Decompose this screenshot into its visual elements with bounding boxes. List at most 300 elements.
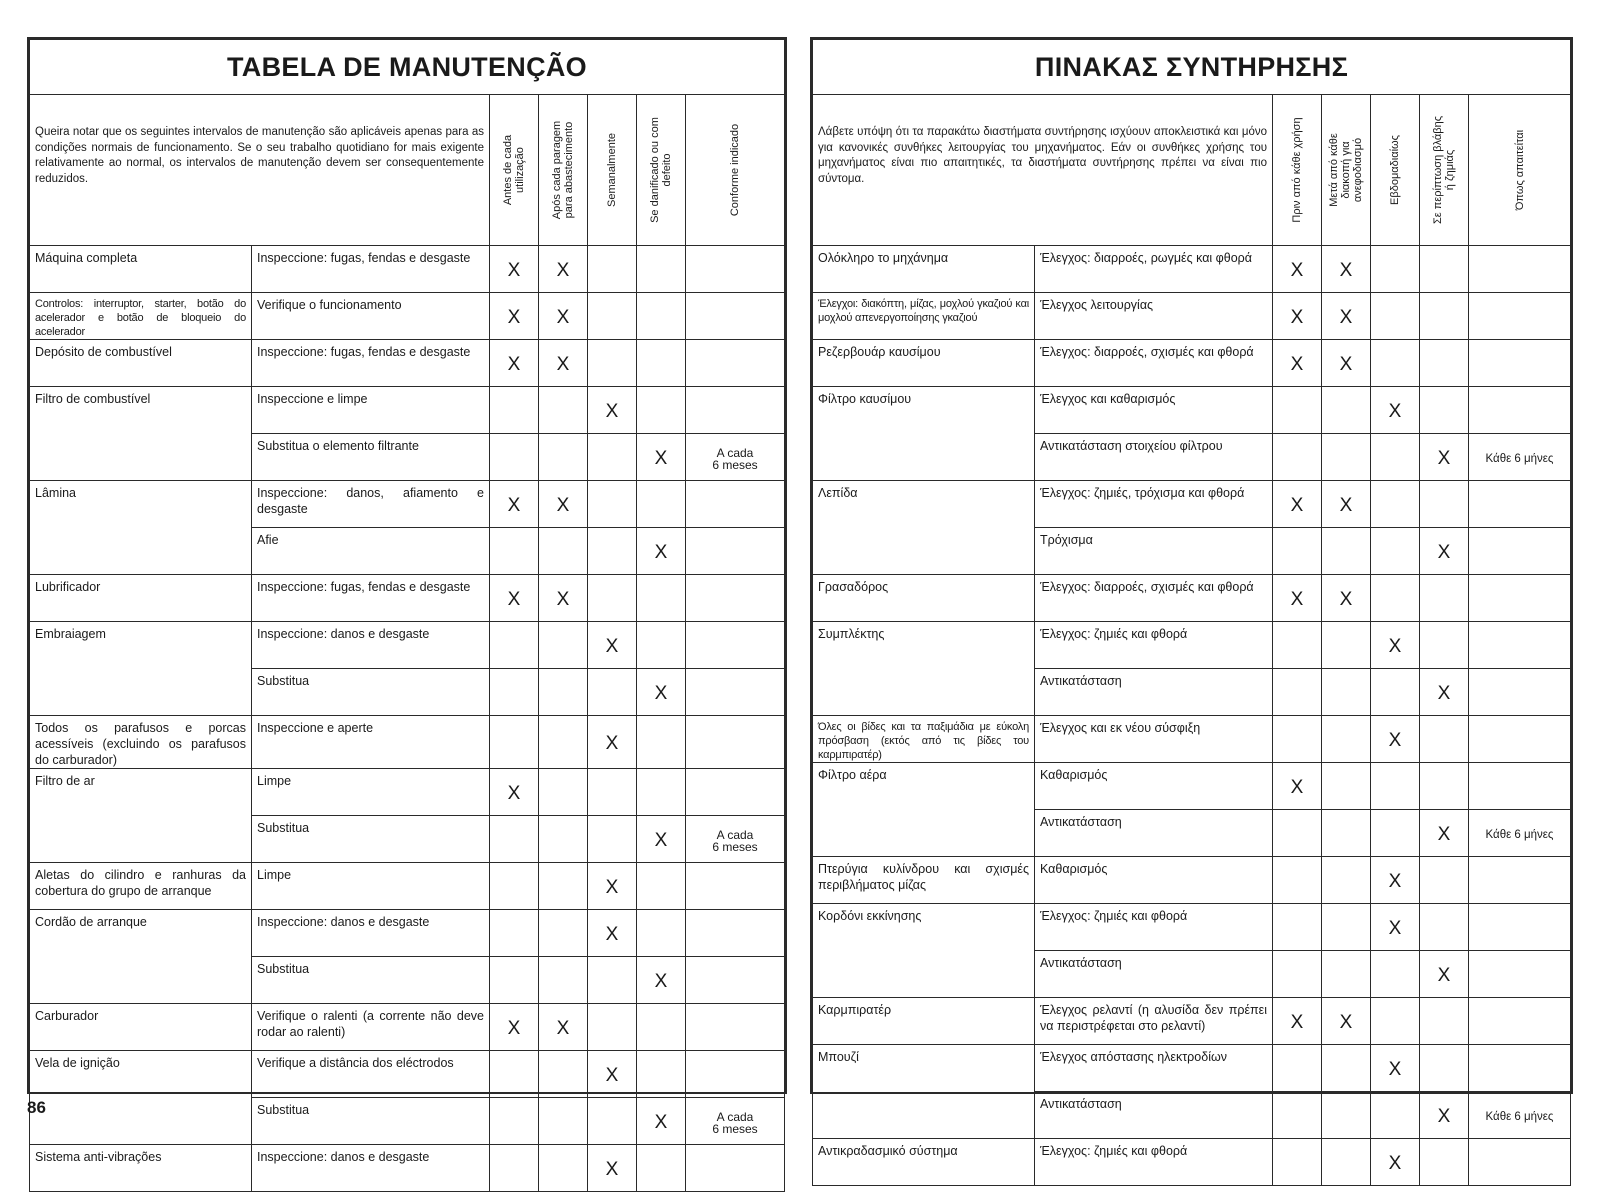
interval-mark: X bbox=[539, 293, 588, 340]
maintenance-action: Έλεγχος: ζημιές, τρόχισμα και φθορά bbox=[1035, 481, 1273, 528]
table-row bbox=[813, 857, 1571, 904]
column-header: Semanalmente bbox=[588, 95, 637, 246]
interval-mark bbox=[1469, 998, 1571, 1045]
interval-mark bbox=[1469, 1045, 1571, 1092]
maintenance-table-greek bbox=[810, 37, 1573, 1174]
component-name: Συμπλέκτης bbox=[813, 622, 1035, 716]
interval-mark bbox=[490, 716, 539, 769]
interval-mark: X bbox=[1273, 481, 1322, 528]
interval-mark bbox=[539, 669, 588, 716]
interval-mark bbox=[637, 481, 686, 528]
interval-mark bbox=[1420, 1139, 1469, 1186]
interval-mark: X bbox=[1371, 904, 1420, 951]
interval-mark bbox=[637, 340, 686, 387]
interval-mark bbox=[1371, 340, 1420, 387]
interval-mark bbox=[588, 575, 637, 622]
interval-note: Κάθε 6 μήνες bbox=[1469, 434, 1571, 481]
interval-mark bbox=[1371, 810, 1420, 857]
table-row bbox=[813, 246, 1571, 293]
interval-mark bbox=[1469, 951, 1571, 998]
maintenance-action: Έλεγχος λειτουργίας bbox=[1035, 293, 1273, 340]
component-name: Lâmina bbox=[30, 481, 252, 575]
interval-mark: X bbox=[637, 669, 686, 716]
interval-mark bbox=[637, 769, 686, 816]
table-row bbox=[30, 1145, 785, 1192]
interval-mark bbox=[1273, 904, 1322, 951]
table-row bbox=[813, 1045, 1571, 1092]
interval-mark bbox=[490, 669, 539, 716]
interval-mark bbox=[637, 387, 686, 434]
interval-mark bbox=[490, 816, 539, 863]
interval-mark bbox=[1273, 1139, 1322, 1186]
interval-mark bbox=[1469, 575, 1571, 622]
interval-mark bbox=[1371, 293, 1420, 340]
interval-mark: X bbox=[490, 769, 539, 816]
interval-mark bbox=[588, 816, 637, 863]
interval-mark: X bbox=[490, 575, 539, 622]
interval-mark bbox=[1371, 528, 1420, 575]
component-name: Vela de ignição bbox=[30, 1051, 252, 1145]
interval-note: A cada 6 meses bbox=[686, 816, 785, 863]
component-name: Lubrificador bbox=[30, 575, 252, 622]
table-row bbox=[813, 716, 1571, 763]
interval-mark: X bbox=[637, 434, 686, 481]
interval-mark bbox=[1371, 763, 1420, 810]
table-row bbox=[30, 575, 785, 622]
interval-mark bbox=[1469, 246, 1571, 293]
interval-mark bbox=[637, 1004, 686, 1051]
interval-mark bbox=[539, 910, 588, 957]
interval-mark bbox=[1322, 716, 1371, 763]
table-row bbox=[813, 622, 1571, 669]
interval-mark: X bbox=[637, 816, 686, 863]
interval-mark bbox=[1322, 434, 1371, 481]
interval-mark bbox=[588, 293, 637, 340]
maintenance-action: Έλεγχος και εκ νέου σύσφιξη bbox=[1035, 716, 1273, 763]
table-row bbox=[30, 293, 785, 340]
column-header: Πριν από κάθε χρήση bbox=[1273, 95, 1322, 246]
interval-mark: X bbox=[1420, 669, 1469, 716]
interval-mark: X bbox=[539, 575, 588, 622]
interval-mark bbox=[1371, 246, 1420, 293]
interval-mark bbox=[1273, 622, 1322, 669]
interval-mark: X bbox=[1420, 810, 1469, 857]
interval-mark: X bbox=[588, 622, 637, 669]
interval-mark: X bbox=[1273, 763, 1322, 810]
maintenance-action: Inspeccione e aperte bbox=[252, 716, 490, 769]
maintenance-action: Inspeccione e limpe bbox=[252, 387, 490, 434]
interval-mark bbox=[1273, 434, 1322, 481]
component-name: Sistema anti-vibrações bbox=[30, 1145, 252, 1192]
interval-mark bbox=[588, 246, 637, 293]
column-header: Antes de cada utilização bbox=[490, 95, 539, 246]
interval-mark: X bbox=[490, 1004, 539, 1051]
component-name: Controlos: interruptor, starter, botão do acelerador e botão de bloqueio do acelerador bbox=[30, 293, 252, 340]
interval-note: Κάθε 6 μήνες bbox=[1469, 810, 1571, 857]
table-row bbox=[30, 863, 785, 910]
interval-mark: X bbox=[490, 246, 539, 293]
interval-mark bbox=[1371, 951, 1420, 998]
maintenance-action: Έλεγχος ρελαντί (η αλυσίδα δεν πρέπει να περιστρέφεται στο ρελαντί) bbox=[1035, 998, 1273, 1045]
interval-mark: X bbox=[1371, 622, 1420, 669]
interval-mark bbox=[686, 293, 785, 340]
maintenance-action: Καθαρισμός bbox=[1035, 763, 1273, 810]
interval-mark bbox=[1273, 951, 1322, 998]
maintenance-action: Τρόχισμα bbox=[1035, 528, 1273, 575]
interval-mark: X bbox=[539, 340, 588, 387]
interval-mark: X bbox=[1371, 1139, 1420, 1186]
interval-mark bbox=[1322, 528, 1371, 575]
interval-mark bbox=[686, 769, 785, 816]
maintenance-action: Inspeccione: fugas, fendas e desgaste bbox=[252, 246, 490, 293]
interval-mark bbox=[490, 1145, 539, 1192]
interval-mark bbox=[539, 387, 588, 434]
table-row bbox=[30, 246, 785, 293]
component-name: Πτερύγια κυλίνδρου και σχισμές περιβλήματος μίζας bbox=[813, 857, 1035, 904]
interval-mark: X bbox=[637, 957, 686, 1004]
maintenance-action: Substitua bbox=[252, 816, 490, 863]
interval-mark bbox=[686, 246, 785, 293]
interval-mark bbox=[1322, 810, 1371, 857]
maintenance-action: Inspeccione: danos, afiamento e desgaste bbox=[252, 481, 490, 528]
component-name: Φίλτρο αέρα bbox=[813, 763, 1035, 857]
interval-mark: X bbox=[588, 1145, 637, 1192]
maintenance-action: Inspeccione: fugas, fendas e desgaste bbox=[252, 340, 490, 387]
interval-mark bbox=[1469, 1139, 1571, 1186]
interval-mark bbox=[539, 1051, 588, 1098]
interval-mark bbox=[1420, 763, 1469, 810]
interval-mark bbox=[1273, 857, 1322, 904]
component-name: Γρασαδόρος bbox=[813, 575, 1035, 622]
maintenance-action: Limpe bbox=[252, 769, 490, 816]
interval-mark bbox=[686, 863, 785, 910]
interval-mark bbox=[1273, 669, 1322, 716]
interval-mark bbox=[637, 910, 686, 957]
interval-mark bbox=[686, 1145, 785, 1192]
interval-mark bbox=[1469, 622, 1571, 669]
interval-mark bbox=[1469, 904, 1571, 951]
interval-note: A cada 6 meses bbox=[686, 1098, 785, 1145]
component-name: Μπουζί bbox=[813, 1045, 1035, 1139]
interval-mark: X bbox=[588, 387, 637, 434]
interval-mark bbox=[686, 957, 785, 1004]
maintenance-action: Αντικατάσταση bbox=[1035, 669, 1273, 716]
interval-mark bbox=[588, 340, 637, 387]
maintenance-action: Αντικατάσταση bbox=[1035, 1092, 1273, 1139]
interval-mark: X bbox=[1371, 857, 1420, 904]
interval-mark: X bbox=[1420, 528, 1469, 575]
interval-mark: X bbox=[1273, 998, 1322, 1045]
interval-mark bbox=[1322, 387, 1371, 434]
table-body bbox=[813, 246, 1571, 1186]
interval-mark: X bbox=[539, 481, 588, 528]
interval-note: Κάθε 6 μήνες bbox=[1469, 1092, 1571, 1139]
component-name: Máquina completa bbox=[30, 246, 252, 293]
interval-mark bbox=[686, 575, 785, 622]
interval-mark bbox=[1371, 998, 1420, 1045]
table-row bbox=[813, 340, 1571, 387]
intro-text: Λάβετε υπόψη ότι τα παρακάτω διαστήματα συντήρησης ισχύουν αποκλειστικά και μόνο για κανονικές συνθήκες λειτουργίας του μηχανήματος. Εάν οι συνθήκες χρήσης του μηχανήματος είναι πιο απαιτητικές, τα διαστήματα συντήρησης πρέπει να είναι πιο σύντομα. bbox=[813, 95, 1273, 246]
interval-mark bbox=[1469, 387, 1571, 434]
maintenance-action: Substitua bbox=[252, 1098, 490, 1145]
interval-mark bbox=[588, 528, 637, 575]
interval-mark bbox=[588, 669, 637, 716]
interval-mark: X bbox=[1371, 716, 1420, 763]
interval-mark: X bbox=[1420, 1092, 1469, 1139]
interval-mark bbox=[490, 528, 539, 575]
maintenance-action: Verifique o ralenti (a corrente não deve rodar ao ralenti) bbox=[252, 1004, 490, 1051]
interval-mark bbox=[1420, 622, 1469, 669]
column-header: Σε περίπτωση βλάβης ή ζημιάς bbox=[1420, 95, 1469, 246]
component-name: Αντικραδασμικό σύστημα bbox=[813, 1139, 1035, 1186]
component-name: Todos os parafusos e porcas acessíveis (excluindo os parafusos do carburador) bbox=[30, 716, 252, 769]
table-row bbox=[813, 1139, 1571, 1186]
interval-mark: X bbox=[1322, 481, 1371, 528]
component-name: Cordão de arranque bbox=[30, 910, 252, 1004]
interval-mark bbox=[588, 434, 637, 481]
interval-mark bbox=[1420, 575, 1469, 622]
interval-mark: X bbox=[637, 528, 686, 575]
interval-mark bbox=[588, 1004, 637, 1051]
table-body bbox=[30, 246, 785, 1192]
interval-mark bbox=[686, 669, 785, 716]
interval-mark: X bbox=[1273, 246, 1322, 293]
interval-mark bbox=[637, 1145, 686, 1192]
table-row bbox=[813, 387, 1571, 434]
interval-mark: X bbox=[1420, 434, 1469, 481]
table-row bbox=[30, 1051, 785, 1098]
table-row bbox=[30, 769, 785, 816]
interval-mark bbox=[1273, 810, 1322, 857]
interval-mark bbox=[539, 1098, 588, 1145]
maintenance-action: Substitua bbox=[252, 957, 490, 1004]
maintenance-action: Έλεγχος και καθαρισμός bbox=[1035, 387, 1273, 434]
interval-mark: X bbox=[490, 293, 539, 340]
interval-mark bbox=[1322, 622, 1371, 669]
interval-mark bbox=[1469, 763, 1571, 810]
maintenance-action: Inspeccione: danos e desgaste bbox=[252, 1145, 490, 1192]
interval-mark bbox=[686, 622, 785, 669]
interval-mark bbox=[637, 716, 686, 769]
interval-mark bbox=[1322, 763, 1371, 810]
table-row bbox=[813, 575, 1571, 622]
interval-mark bbox=[637, 863, 686, 910]
table-row bbox=[30, 1004, 785, 1051]
interval-mark bbox=[539, 716, 588, 769]
maintenance-action: Verifique o funcionamento bbox=[252, 293, 490, 340]
interval-mark bbox=[1420, 340, 1469, 387]
maintenance-action: Αντικατάσταση bbox=[1035, 951, 1273, 998]
interval-mark bbox=[1469, 716, 1571, 763]
interval-mark bbox=[1469, 528, 1571, 575]
page-number: 86 bbox=[27, 1098, 46, 1117]
interval-mark bbox=[637, 246, 686, 293]
column-header: Εβδομαδιαίως bbox=[1371, 95, 1420, 246]
interval-mark bbox=[490, 1098, 539, 1145]
interval-mark bbox=[490, 434, 539, 481]
interval-mark: X bbox=[1322, 246, 1371, 293]
interval-mark bbox=[637, 575, 686, 622]
component-name: Embraiagem bbox=[30, 622, 252, 716]
interval-mark bbox=[686, 1051, 785, 1098]
interval-mark bbox=[1371, 434, 1420, 481]
table-row bbox=[813, 481, 1571, 528]
interval-mark bbox=[490, 387, 539, 434]
table-row bbox=[813, 904, 1571, 951]
interval-mark bbox=[1420, 481, 1469, 528]
table-row bbox=[813, 998, 1571, 1045]
interval-mark bbox=[1273, 387, 1322, 434]
interval-mark bbox=[490, 622, 539, 669]
interval-mark bbox=[1420, 246, 1469, 293]
interval-mark bbox=[490, 910, 539, 957]
interval-mark bbox=[1420, 857, 1469, 904]
interval-mark bbox=[1420, 387, 1469, 434]
maintenance-action: Limpe bbox=[252, 863, 490, 910]
interval-mark bbox=[1371, 1092, 1420, 1139]
maintenance-action: Έλεγχος απόστασης ηλεκτροδίων bbox=[1035, 1045, 1273, 1092]
table-row bbox=[30, 910, 785, 957]
interval-mark: X bbox=[1371, 1045, 1420, 1092]
column-header: Μετά από κάθε διακοπή για ανεφοδιασμό bbox=[1322, 95, 1371, 246]
interval-mark bbox=[539, 816, 588, 863]
maintenance-action: Inspeccione: fugas, fendas e desgaste bbox=[252, 575, 490, 622]
maintenance-action: Έλεγχος: διαρροές, σχισμές και φθορά bbox=[1035, 575, 1273, 622]
component-name: Filtro de combustível bbox=[30, 387, 252, 481]
component-name: Ρεζερβουάρ καυσίμου bbox=[813, 340, 1035, 387]
interval-mark bbox=[1371, 481, 1420, 528]
interval-mark bbox=[1420, 716, 1469, 763]
table-row bbox=[813, 763, 1571, 810]
maintenance-action: Έλεγχος: ζημιές και φθορά bbox=[1035, 904, 1273, 951]
maintenance-action: Inspeccione: danos e desgaste bbox=[252, 622, 490, 669]
interval-mark bbox=[686, 716, 785, 769]
interval-mark bbox=[1420, 1045, 1469, 1092]
interval-mark bbox=[588, 481, 637, 528]
interval-mark bbox=[1322, 857, 1371, 904]
interval-mark bbox=[686, 387, 785, 434]
interval-mark bbox=[588, 957, 637, 1004]
interval-mark bbox=[1420, 998, 1469, 1045]
maintenance-action: Inspeccione: danos e desgaste bbox=[252, 910, 490, 957]
maintenance-action: Έλεγχος: ζημιές και φθορά bbox=[1035, 1139, 1273, 1186]
maintenance-action: Έλεγχος: ζημιές και φθορά bbox=[1035, 622, 1273, 669]
component-name: Filtro de ar bbox=[30, 769, 252, 863]
table-title: TABELA DE MANUTENÇÃO bbox=[30, 40, 785, 95]
component-name: Φίλτρο καυσίμου bbox=[813, 387, 1035, 481]
interval-mark bbox=[539, 1145, 588, 1192]
component-name: Ολόκληρο το μηχάνημα bbox=[813, 246, 1035, 293]
maintenance-action: Καθαρισμός bbox=[1035, 857, 1273, 904]
table-row bbox=[813, 293, 1571, 340]
interval-mark bbox=[1322, 904, 1371, 951]
interval-mark: X bbox=[588, 716, 637, 769]
interval-mark: X bbox=[637, 1098, 686, 1145]
maintenance-action: Afie bbox=[252, 528, 490, 575]
interval-mark bbox=[1322, 1139, 1371, 1186]
interval-mark bbox=[1469, 857, 1571, 904]
interval-mark bbox=[1420, 904, 1469, 951]
interval-mark bbox=[588, 769, 637, 816]
interval-mark bbox=[490, 957, 539, 1004]
maintenance-action: Substitua o elemento filtrante bbox=[252, 434, 490, 481]
table-row bbox=[30, 340, 785, 387]
interval-mark bbox=[1469, 340, 1571, 387]
interval-mark bbox=[490, 1051, 539, 1098]
interval-mark: X bbox=[1420, 951, 1469, 998]
interval-mark: X bbox=[490, 340, 539, 387]
interval-mark: X bbox=[1273, 340, 1322, 387]
column-header: Όπως απαιτείται bbox=[1469, 95, 1571, 246]
interval-mark bbox=[1322, 951, 1371, 998]
component-name: Depósito de combustível bbox=[30, 340, 252, 387]
column-header: Após cada paragem para abastecimento bbox=[539, 95, 588, 246]
component-name: Καρμπιρατέρ bbox=[813, 998, 1035, 1045]
interval-mark bbox=[1273, 1092, 1322, 1139]
interval-mark bbox=[539, 434, 588, 481]
component-name: Όλες οι βίδες και τα παξιμάδια με εύκολη πρόσβαση (εκτός από τις βίδες του καρμπιρατέρ) bbox=[813, 716, 1035, 763]
interval-note: A cada 6 meses bbox=[686, 434, 785, 481]
interval-mark bbox=[588, 1098, 637, 1145]
interval-mark bbox=[686, 528, 785, 575]
interval-mark bbox=[1273, 528, 1322, 575]
maintenance-action: Αντικατάσταση στοιχείου φίλτρου bbox=[1035, 434, 1273, 481]
interval-mark bbox=[539, 863, 588, 910]
interval-mark: X bbox=[1322, 340, 1371, 387]
interval-mark: X bbox=[1371, 387, 1420, 434]
interval-mark bbox=[1469, 669, 1571, 716]
maintenance-action: Έλεγχος: διαρροές, ρωγμές και φθορά bbox=[1035, 246, 1273, 293]
interval-mark: X bbox=[1273, 293, 1322, 340]
interval-mark bbox=[490, 863, 539, 910]
interval-mark: X bbox=[1322, 293, 1371, 340]
interval-mark bbox=[1322, 669, 1371, 716]
maintenance-action: Αντικατάσταση bbox=[1035, 810, 1273, 857]
interval-mark bbox=[1273, 716, 1322, 763]
interval-mark: X bbox=[539, 1004, 588, 1051]
column-header: Se danificado ou com defeito bbox=[637, 95, 686, 246]
table-row bbox=[30, 622, 785, 669]
interval-mark bbox=[637, 622, 686, 669]
interval-mark: X bbox=[490, 481, 539, 528]
maintenance-action: Έλεγχος: διαρροές, σχισμές και φθορά bbox=[1035, 340, 1273, 387]
interval-mark bbox=[686, 340, 785, 387]
interval-mark bbox=[637, 1051, 686, 1098]
interval-mark: X bbox=[588, 910, 637, 957]
interval-mark bbox=[686, 481, 785, 528]
maintenance-action: Substitua bbox=[252, 669, 490, 716]
column-header: Conforme indicado bbox=[686, 95, 785, 246]
table-row bbox=[30, 387, 785, 434]
interval-mark bbox=[1469, 293, 1571, 340]
interval-mark bbox=[1322, 1092, 1371, 1139]
intro-text: Queira notar que os seguintes intervalos de manutenção são aplicáveis apenas para as condições normais de funcionamento. Se o seu trabalho quotidiano for mais exigente relativamente ao normal, os intervalos de manutenção devem ser consequentemente reduzidos. bbox=[30, 95, 490, 246]
interval-mark bbox=[539, 528, 588, 575]
interval-mark bbox=[1322, 1045, 1371, 1092]
component-name: Έλεγχοι: διακόπτη, μίζας, μοχλού γκαζιού και μοχλού απενεργοποίησης γκαζιού bbox=[813, 293, 1035, 340]
interval-mark: X bbox=[588, 1051, 637, 1098]
interval-mark bbox=[637, 293, 686, 340]
interval-mark: X bbox=[1273, 575, 1322, 622]
component-name: Aletas do cilindro e ranhuras da cobertura do grupo de arranque bbox=[30, 863, 252, 910]
interval-mark bbox=[1420, 293, 1469, 340]
interval-mark: X bbox=[1322, 575, 1371, 622]
component-name: Κορδόνι εκκίνησης bbox=[813, 904, 1035, 998]
interval-mark bbox=[1371, 575, 1420, 622]
interval-mark: X bbox=[539, 246, 588, 293]
table-title: ΠΙΝΑΚΑΣ ΣΥΝΤΗΡΗΣΗΣ bbox=[813, 40, 1571, 95]
maintenance-action: Verifique a distância dos eléctrodos bbox=[252, 1051, 490, 1098]
